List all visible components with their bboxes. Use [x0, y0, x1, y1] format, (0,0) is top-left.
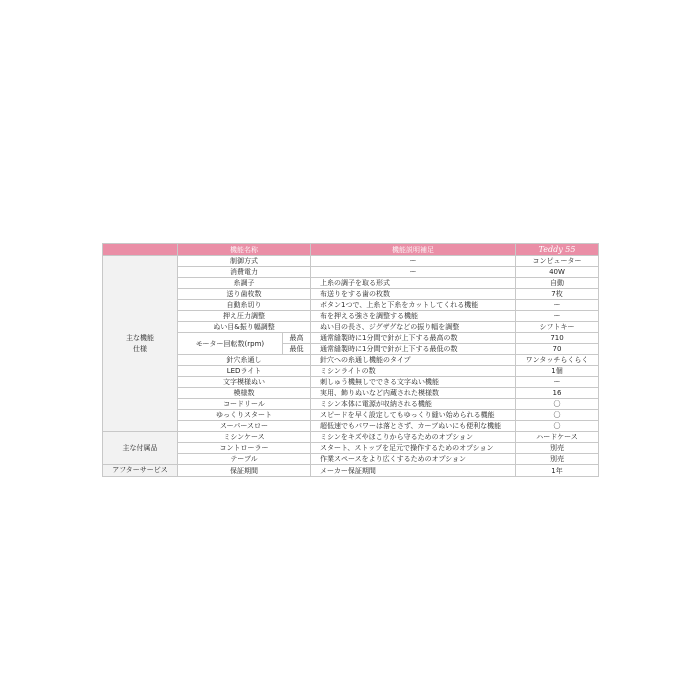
- feature-value: 別売: [516, 454, 599, 465]
- table-row: [103, 322, 599, 333]
- feature-description: ー: [311, 267, 516, 278]
- header-model: Teddy 55: [516, 244, 599, 256]
- feature-description: 通常縫製時に1分間で針が上下する最低の数: [311, 344, 516, 355]
- feature-description: 布送りをする歯の枚数: [311, 289, 516, 300]
- spec-table: [102, 243, 599, 477]
- feature-value: 自動: [516, 278, 599, 289]
- feature-description: 通常縫製時に1分間で針が上下する最高の数: [311, 333, 516, 344]
- feature-value: シフトキー: [516, 322, 599, 333]
- table-row: [103, 300, 599, 311]
- feature-value: 〇: [516, 399, 599, 410]
- feature-description: 作業スペースをより広くするためのオプション: [311, 454, 516, 465]
- table-row: [103, 355, 599, 366]
- table-row: [103, 267, 599, 278]
- feature-name: 制御方式: [178, 256, 311, 267]
- feature-value: ー: [516, 300, 599, 311]
- header-description: 機能説明補足: [311, 244, 516, 256]
- feature-value: ー: [516, 377, 599, 388]
- table-row: [103, 289, 599, 300]
- feature-description: ボタン1つで、上糸と下糸をカットしてくれる機能: [311, 300, 516, 311]
- feature-value: 40W: [516, 267, 599, 278]
- feature-name: 模様数: [178, 388, 311, 399]
- feature-value: 〇: [516, 410, 599, 421]
- feature-value: 70: [516, 344, 599, 355]
- feature-value: ワンタッチらくらく: [516, 355, 599, 366]
- feature-value: 別売: [516, 443, 599, 454]
- table-row: [103, 432, 599, 443]
- feature-value: ー: [516, 311, 599, 322]
- feature-description: 上糸の調子を取る形式: [311, 278, 516, 289]
- header-row: [103, 244, 599, 256]
- feature-name: ぬい目&振り幅調整: [178, 322, 311, 333]
- feature-name: 送り歯枚数: [178, 289, 311, 300]
- feature-description: 刺しゅう機無しでできる文字ぬい機能: [311, 377, 516, 388]
- table-row: [103, 443, 599, 454]
- table-row: [103, 454, 599, 465]
- feature-description: スピードを早く設定してもゆっくり縫い始められる機能: [311, 410, 516, 421]
- feature-description: スタート、ストップを足元で操作するためのオプション: [311, 443, 516, 454]
- feature-description: ー: [311, 256, 516, 267]
- feature-value: 〇: [516, 421, 599, 432]
- category-after-service: アフターサービス: [103, 465, 178, 477]
- feature-value: 1年: [516, 465, 599, 477]
- feature-sub-label: 最高: [283, 333, 311, 344]
- table-row: [103, 399, 599, 410]
- feature-name: モーター回転数(rpm): [178, 333, 283, 355]
- category-label: 仕様: [133, 344, 147, 353]
- feature-name: 文字模様ぬい: [178, 377, 311, 388]
- feature-name: テーブル: [178, 454, 311, 465]
- feature-name: 消費電力: [178, 267, 311, 278]
- feature-value: 7枚: [516, 289, 599, 300]
- feature-name: LEDライト: [178, 366, 311, 377]
- category-label: 主な機能: [126, 333, 154, 342]
- feature-description: メーカー保証期間: [311, 465, 516, 477]
- feature-description: ぬい目の長さ、ジグザグなどの振り幅を調整: [311, 322, 516, 333]
- table-row: [103, 333, 599, 344]
- feature-name: スーパースロー: [178, 421, 311, 432]
- table-row: [103, 421, 599, 432]
- feature-name: 糸調子: [178, 278, 311, 289]
- feature-description: 針穴への糸通し機能のタイプ: [311, 355, 516, 366]
- table-row: [103, 366, 599, 377]
- feature-name: ミシンケース: [178, 432, 311, 443]
- category-main-features: [103, 256, 178, 432]
- feature-name: 針穴糸通し: [178, 355, 311, 366]
- feature-name: コードリール: [178, 399, 311, 410]
- feature-description: ミシンライトの数: [311, 366, 516, 377]
- feature-value: 1個: [516, 366, 599, 377]
- table-row: [103, 465, 599, 477]
- header-feature: 機能名称: [178, 244, 311, 256]
- feature-description: 超低速でもパワーは落とさず、カーブぬいにも便利な機能: [311, 421, 516, 432]
- table-row: [103, 410, 599, 421]
- feature-name: 自動糸切り: [178, 300, 311, 311]
- table-row: [103, 278, 599, 289]
- table-row: [103, 377, 599, 388]
- feature-description: ミシン本体に電源が収納される機能: [311, 399, 516, 410]
- feature-name: ゆっくりスタート: [178, 410, 311, 421]
- header-blank: [103, 244, 178, 256]
- feature-value: 710: [516, 333, 599, 344]
- category-accessories: 主な付属品: [103, 432, 178, 465]
- feature-name: コントローラー: [178, 443, 311, 454]
- feature-name: 押え圧力調整: [178, 311, 311, 322]
- feature-description: 布を押える強さを調整する機能: [311, 311, 516, 322]
- feature-description: 実用、飾りぬいなど内蔵された模様数: [311, 388, 516, 399]
- feature-sub-label: 最低: [283, 344, 311, 355]
- feature-value: ハードケース: [516, 432, 599, 443]
- table-row: [103, 311, 599, 322]
- feature-value: コンピューター: [516, 256, 599, 267]
- table-row: [103, 388, 599, 399]
- feature-value: 16: [516, 388, 599, 399]
- feature-name: 保証期間: [178, 465, 311, 477]
- feature-description: ミシンをキズやほこりから守るためのオプション: [311, 432, 516, 443]
- table-row: [103, 256, 599, 267]
